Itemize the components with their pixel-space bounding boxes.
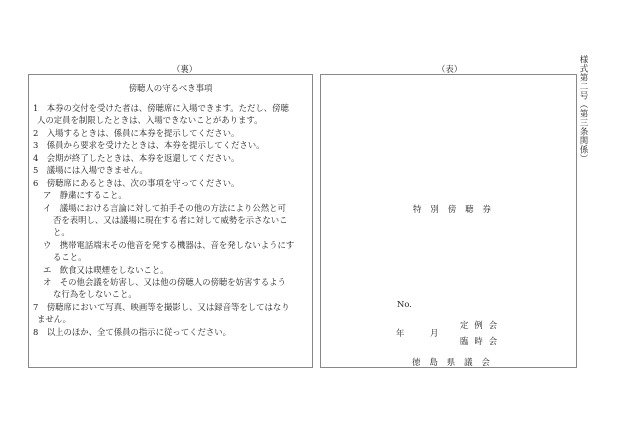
rule-line: ません。 — [37, 314, 72, 324]
back-title: 傍聴人の守るべき事項 — [128, 83, 213, 93]
rule-line: 7 傍聴席において写真、映画等を撮影し、又は録音等をしてはなり — [33, 302, 290, 312]
back-label: （裏） — [172, 64, 198, 74]
rule-line: 8 以上のほか、全て係員の指示に従ってください。 — [33, 327, 231, 337]
back-panel — [28, 74, 313, 368]
rule-line: 人の定員を制限したときは、入場できないことがあります。 — [37, 115, 263, 125]
issuer: 徳島県議会 — [412, 357, 499, 367]
rule-line: 否を表明し、又は議場に現在する者に対して威勢を示さないこ — [53, 215, 288, 225]
rule-line: 5 議場には入場できません。 — [33, 165, 148, 175]
number-label: No. — [397, 299, 412, 309]
year-label: 年 — [396, 328, 405, 338]
rule-line: な行為をしないこと。 — [53, 289, 137, 299]
rule-line: 3 係員から要求を受けたときは、本券を提示してください。 — [33, 140, 265, 150]
session-extra: 臨時会 — [460, 336, 504, 346]
rule-line: ア 静粛にすること。 — [43, 190, 127, 200]
rule-line: 2 入場するときは、係員に本券を提示してください。 — [33, 128, 240, 138]
rule-line: エ 飲食又は喫煙をしないこと。 — [43, 265, 169, 275]
ticket-title: 特別傍聴券 — [413, 204, 500, 214]
rule-line: オ その他会議を妨害し、又は他の傍聴人の傍聴を妨害するよう — [43, 277, 286, 287]
rule-line: 1 本券の交付を受けた者は、傍聴席に入場できます。ただし、傍聴 — [33, 103, 289, 113]
rule-line: 6 傍聴席にあるときは、次の事項を守ってください。 — [33, 178, 240, 188]
front-label: （表） — [437, 64, 463, 74]
rule-line: イ 議場における言論に対して拍手その他の方法により公然と可 — [43, 203, 286, 213]
month-label: 月 — [430, 328, 439, 338]
session-regular: 定例会 — [460, 320, 504, 330]
rule-line: ウ 携帯電話端末その他音を発する機器は、音を発しないようにす — [43, 240, 295, 250]
front-panel — [320, 74, 577, 368]
rule-line: と。 — [53, 227, 70, 237]
form-id: 様式第二号（第三条関係） — [578, 55, 588, 163]
rule-line: 4 会期が終了したときは、本券を返還してください。 — [33, 153, 240, 163]
rule-line: ること。 — [53, 252, 87, 262]
